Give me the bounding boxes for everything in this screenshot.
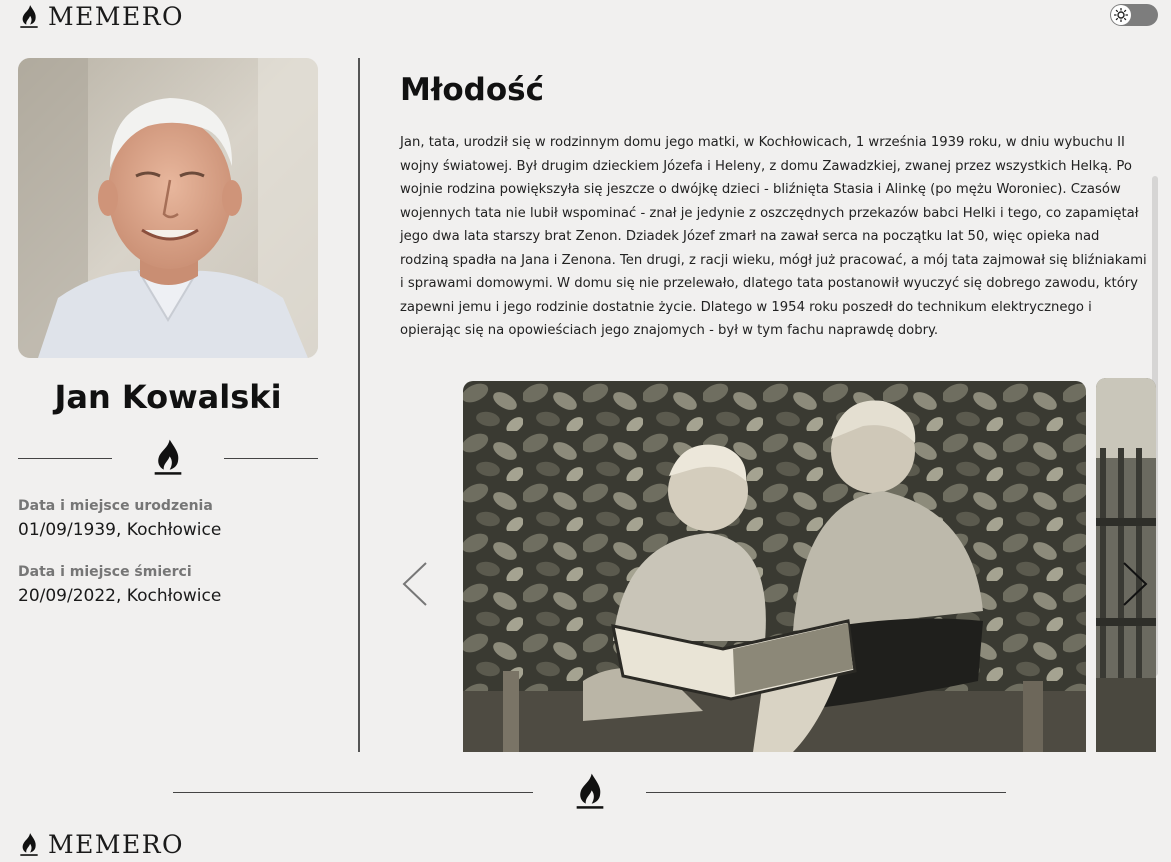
candle-flame-icon: [18, 832, 40, 858]
column-divider: [358, 58, 360, 752]
toggle-knob: [1111, 5, 1131, 25]
birth-value: 01/09/1939, Kochłowice: [18, 520, 222, 540]
death-value: 20/09/2022, Kochłowice: [18, 586, 222, 606]
brand-logo[interactable]: [18, 2, 184, 31]
birth-label: Data i miejsce urodzenia: [18, 498, 213, 514]
name-ornament: [18, 438, 318, 478]
section-body: Jan, tata, urodził się w rodzinnym domu jego matki, w Kochłowicach, 1 września 1939 roku, w dniu wybuchu II wojny światowej. Był drugim dzieckiem Józefa i Heleny, z domu Zawadzkiej, zwanej przez wszystkich Helką. Po wojnie rodzina powiększyła się jeszcze o dwójkę dzieci - bliźnięta Stasia i Alinkę (po mężu Woroniec). Czasów wojennych tata nie lubił wspominać - znał je jedynie z oszczędnych przekazów babci Helki i tego, co zapamiętał jego dwa lata starszy brat Zenon. Dziadek Józef zmarł na zawał serca na początku lat 50, więc opieka nad rodziną spadła na Jana i Zenona. Ten drugi, z racji wieku, mógł już pracować, a mój tata zajmował się bliźniakami i sprawami domowymi. W domu się nie przelewało, dlatego tata postanowił wyuczyć się dobrego zawodu, który zapewni jemu i jego rodzinie dostatnie życie. Dlatego w 1954 roku poszedł do technikum elektrycznego i opierając się na opowieściach jego znajomych - był w tym fachu naprawdę dobry.: [400, 135, 1147, 338]
person-name: Jan Kowalski: [54, 378, 282, 416]
candle-flame-icon: [18, 4, 40, 30]
candle-flame-icon: [151, 438, 185, 478]
candle-flame-icon: [573, 772, 607, 812]
footer-brand-logo[interactable]: [18, 830, 184, 859]
section-title: Młodość: [400, 72, 544, 108]
carousel-next-button[interactable]: [1120, 560, 1150, 608]
portrait-photo: [18, 58, 318, 358]
ornament-line-right: [646, 792, 1006, 793]
death-label: Data i miejsce śmierci: [18, 564, 192, 580]
footer-ornament: [173, 772, 1006, 812]
carousel-prev-button[interactable]: [400, 560, 430, 608]
footer-brand-name: MEMERO: [48, 830, 185, 859]
chevron-left-icon: [400, 560, 430, 608]
sun-icon: [1114, 8, 1128, 22]
ornament-line-left: [173, 792, 533, 793]
ornament-line-left: [18, 458, 112, 459]
theme-toggle[interactable]: [1110, 4, 1158, 26]
gallery-photo[interactable]: [463, 381, 1086, 752]
brand-name: MEMERO: [48, 2, 185, 31]
ornament-line-right: [224, 458, 318, 459]
chevron-right-icon: [1120, 560, 1150, 608]
